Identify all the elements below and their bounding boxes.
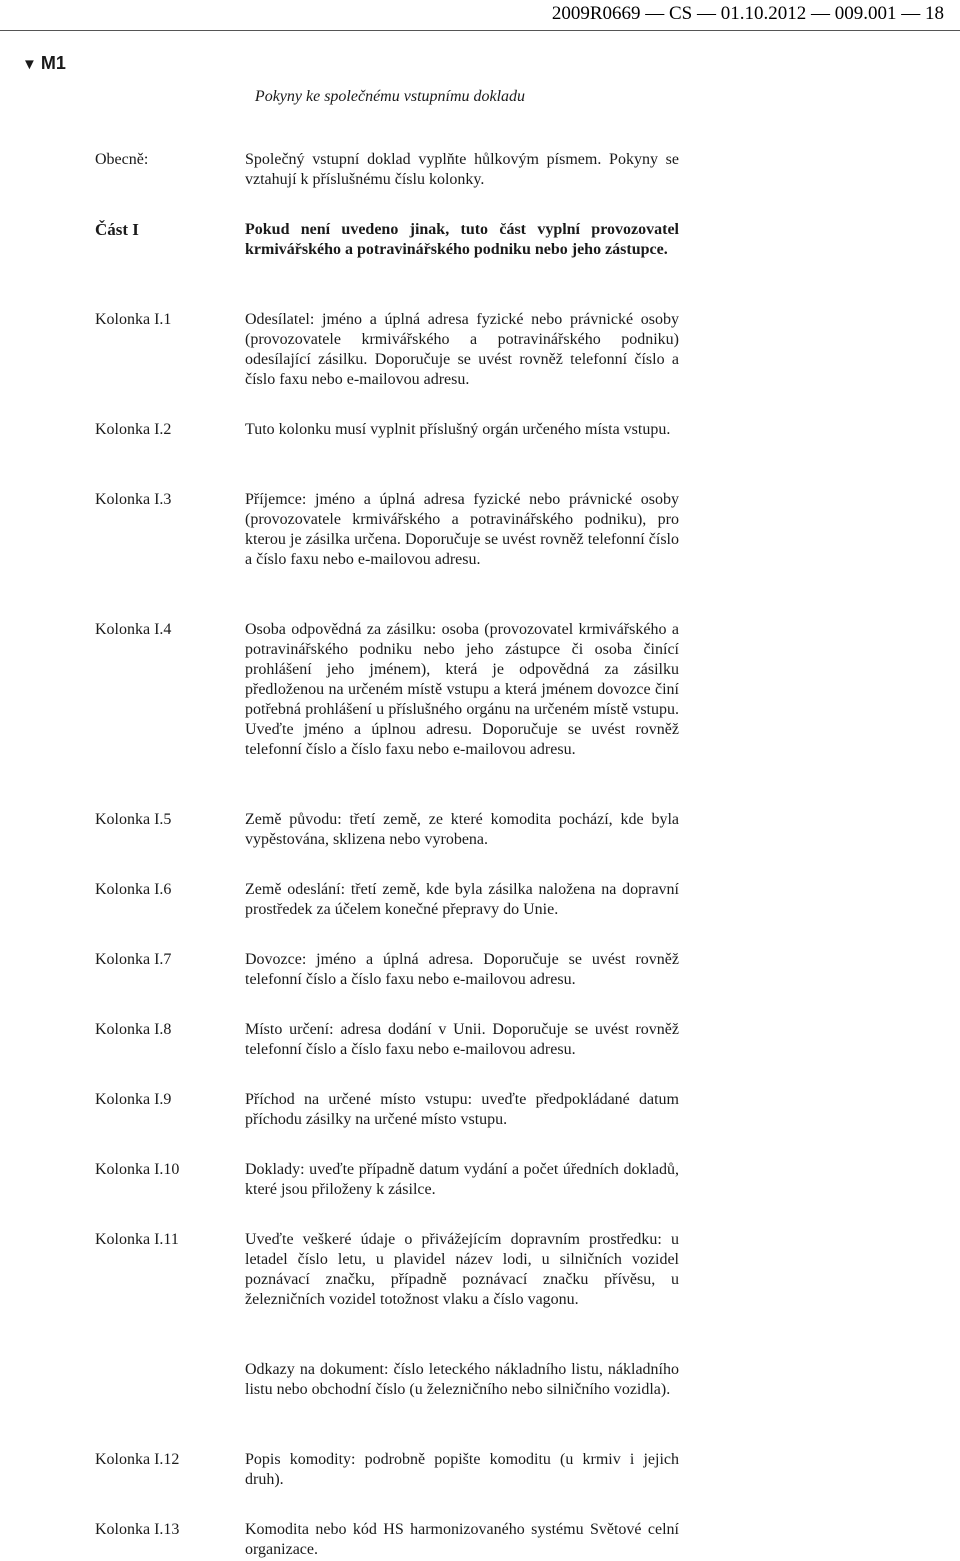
row-label: Kolonka I.8 [95, 1021, 172, 1038]
row-label: Kolonka I.2 [95, 421, 172, 438]
row-label: Kolonka I.13 [95, 1521, 180, 1538]
row-text: Pokud není uvedeno jinak, tuto část vyplní provozovatel krmivářského a potravinářského podniku nebo jeho zástupce. [245, 221, 679, 258]
row-text: Tuto kolonku musí vyplnit příslušný orgán určeného místa vstupu. [245, 421, 671, 438]
row-text: Země odeslání: třetí země, kde byla zásilka naložena na dopravní prostředek za účelem konečné přepravy do Unie. [245, 881, 679, 918]
row-text: Osoba odpovědná za zásilku: osoba (provozovatel krmivářského a potravinářského podniku nebo jeho zástupce či osoba činící prohlášení jeho jménem), která je odpovědná za zásilku předloženou na určeném místě vstupu a která jménem dovozce činí potřebná prohlášení u příslušného orgánu na určeném místě vstupu. Uveďte jméno a úplnou adresu. Doporučuje se uvést rovněž telefonní číslo a číslo faxu nebo e-mailovou adresu. [245, 621, 679, 758]
amendment-marker [22, 51, 66, 77]
row-label: Kolonka I.9 [95, 1091, 172, 1108]
row-label: Kolonka I.6 [95, 881, 172, 898]
page-header-reference: 2009R0669 — CS — 01.10.2012 — 009.001 — 18 [551, 3, 944, 24]
row-text: Uveďte veškeré údaje o přivážejícím dopravním prostředku: u letadel číslo letu, u plavidel název lodi, u silničních vozidel poznávací značku, případně poznávací značku přívěsu, u železničních vozidel totožnost vlaku a číslo vagonu. [245, 1231, 679, 1308]
row-text: Dovozce: jméno a úplná adresa. Doporučuje se uvést rovněž telefonní číslo a číslo faxu nebo e-mailovou adresu. [245, 951, 679, 988]
row-label: Kolonka I.5 [95, 811, 172, 828]
row-label: Kolonka I.7 [95, 951, 172, 968]
row-label: Obecně: [95, 151, 149, 168]
row-text: Země původu: třetí země, ze které komodita pochází, kde byla vypěstována, sklizena nebo vyrobena. [245, 811, 679, 848]
row-text: Místo určení: adresa dodání v Unii. Doporučuje se uvést rovněž telefonní číslo a číslo faxu nebo e-mailovou adresu. [245, 1021, 679, 1058]
row-text: Příchod na určené místo vstupu: uveďte předpokládané datum příchodu zásilky na určené místo vstupu. [245, 1091, 679, 1128]
row-text: Doklady: uveďte případně datum vydání a počet úředních dokladů, které jsou přiloženy k zásilce. [245, 1161, 679, 1198]
row-text: Popis komodity: podrobně popište komoditu (u krmiv i jejich druh). [245, 1451, 679, 1488]
header-divider [0, 30, 960, 31]
row-label: Část I [95, 220, 139, 239]
row-text: Společný vstupní doklad vyplňte hůlkovým písmem. Pokyny se vztahují k příslušnému číslu kolonky. [245, 151, 679, 188]
triangle-down-icon: ▼ [22, 56, 37, 73]
document-title: Pokyny ke společnému vstupnímu dokladu [254, 88, 526, 105]
row-label: Kolonka I.4 [95, 621, 172, 638]
row-text: Komodita nebo kód HS harmonizovaného systému Světové celní organizace. [245, 1521, 679, 1558]
row-label: Kolonka I.3 [95, 491, 172, 508]
row-text: Odesílatel: jméno a úplná adresa fyzické nebo právnické osoby (provozovatele krmivářského a potravinářského podniku) odesílající zásilku. Doporučuje se uvést rovněž telefonní číslo a číslo faxu nebo e-mailovou adresu. [245, 311, 679, 388]
row-label: Kolonka I.11 [95, 1231, 179, 1248]
row-label: Kolonka I.10 [95, 1161, 180, 1178]
row-text-document-references: Odkazy na dokument: číslo leteckého nákladního listu, nákladního listu nebo obchodní číslo (u železničního nebo silničního vozidla). [245, 1361, 679, 1398]
row-label: Kolonka I.12 [95, 1451, 180, 1468]
row-text: Příjemce: jméno a úplná adresa fyzické nebo právnické osoby (provozovatele krmivářského a potravinářského podniku), pro kterou je zásilka určena. Doporučuje se uvést rovněž telefonní číslo a číslo faxu nebo e-mailovou adresu. [245, 491, 679, 568]
marker-label: M1 [40, 53, 66, 73]
row-label: Kolonka I.1 [95, 311, 172, 328]
